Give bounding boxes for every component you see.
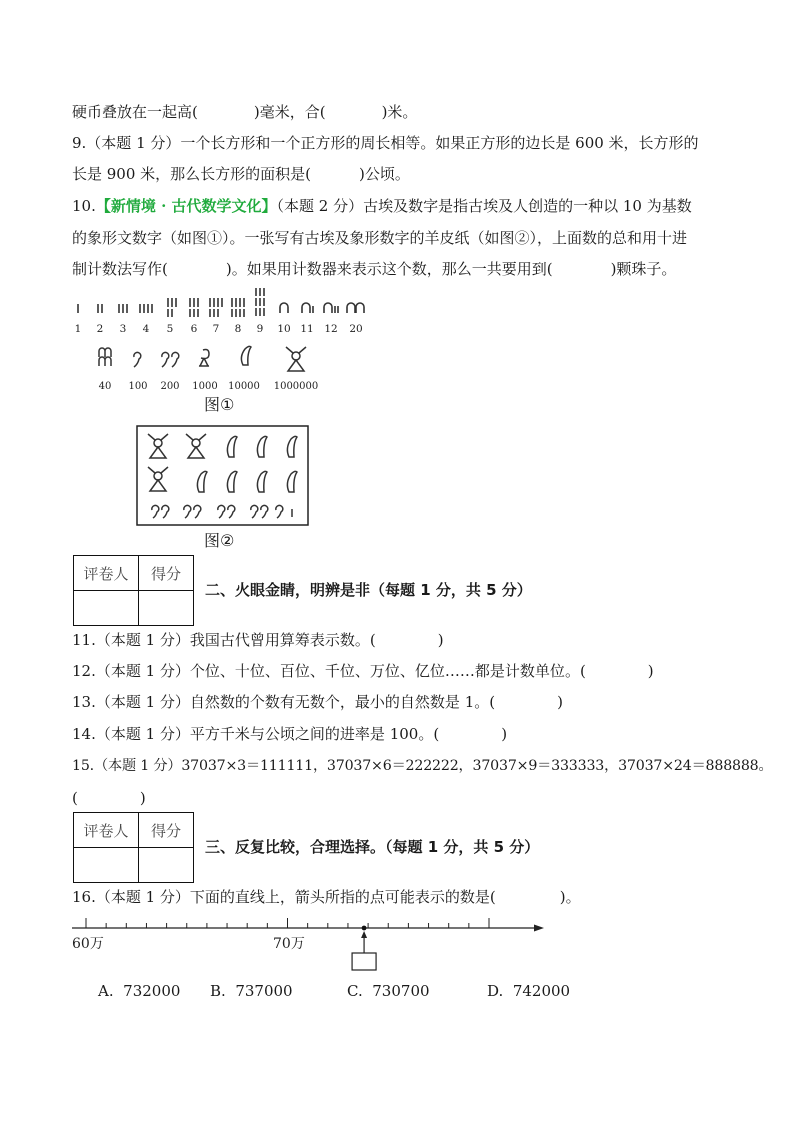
numeral-labels-row2 <box>99 381 319 392</box>
q9-text-b: )公顷。 <box>359 165 410 183</box>
grader-score-table <box>73 555 194 626</box>
q8-text-c: )米。 <box>381 103 418 121</box>
option-letter: D. <box>487 982 504 1000</box>
marked-point <box>362 926 367 931</box>
q12-text: 12.（本题 1 分）个位、十位、百位、千位、万位、亿位……都是计数单位。( <box>72 662 586 680</box>
q10-tag: 【新情境 · 古代数学文化】 <box>95 197 277 215</box>
option-letter: C. <box>347 982 363 1000</box>
numeral-label: 1 <box>74 323 82 335</box>
symbol-ten-thousand <box>227 471 237 492</box>
symbol-ten-thousand <box>287 471 297 492</box>
numeral-label: 4 <box>142 323 150 335</box>
numeral-label: 8 <box>234 323 242 335</box>
symbol-hundred <box>276 505 283 518</box>
q11-close: ) <box>437 631 444 649</box>
numeral-label: 12 <box>324 323 338 335</box>
section-2-title: 二、火眼金睛，明辨是非（每题 1 分，共 5 分） <box>205 581 532 599</box>
option-value: 732000 <box>123 982 181 1000</box>
option-d[interactable] <box>487 982 570 1000</box>
q10-line2: 的象形文数字（如图①）。一张写有古埃及象形数字的羊皮纸（如图②），上面数的总和用十进 <box>72 229 688 247</box>
arrowhead-icon <box>534 925 544 932</box>
figure-1-caption: 图① <box>204 395 235 414</box>
symbol-ten-thousand <box>287 436 297 457</box>
q9-text-a: 长是 900 米，那么长方形的面积是( <box>72 165 312 183</box>
q13-close: ) <box>557 693 563 711</box>
q14-close: ) <box>501 725 508 743</box>
pointer-arrow-icon <box>361 931 367 938</box>
option-letter: B. <box>210 982 226 1000</box>
grader-cell[interactable] <box>74 848 139 883</box>
q16-text-a: 16.（本题 1 分）下面的直线上，箭头所指的点可能表示的数是( <box>72 888 496 906</box>
q10-text-a: 制计数法写作( <box>72 260 168 278</box>
label-70wan: 70万 <box>273 936 305 952</box>
numeral-label: 1000000 <box>273 381 319 392</box>
figure-2-caption: 图② <box>204 531 235 550</box>
q14-text: 14.（本题 1 分）平方千米与公顷之间的进率是 100。( <box>72 725 440 743</box>
grader-header: 评卷人 <box>74 556 139 591</box>
numeral-label: 20 <box>349 323 363 335</box>
numeral-label: 10 <box>277 323 291 335</box>
q15-answer <box>72 788 146 808</box>
q8-text-b: )毫米，合( <box>253 103 326 121</box>
q16 <box>72 887 581 907</box>
numeral-label: 11 <box>300 323 314 335</box>
q8-tail <box>72 102 417 122</box>
option-value: 730700 <box>372 982 430 1000</box>
numeral-label: 5 <box>166 323 174 335</box>
numeral-label: 10000 <box>228 381 260 392</box>
grader-header: 评卷人 <box>74 813 139 848</box>
numeral-symbols-row1 <box>78 288 364 317</box>
symbol-hundred-pair <box>152 505 169 518</box>
q8-text-a: 硬币叠放在一起高( <box>72 103 198 121</box>
numeral-label: 2 <box>96 323 104 335</box>
numeral-label: 7 <box>212 323 220 335</box>
q10-text-c: )颗珠子。 <box>610 260 677 278</box>
q15: 15.（本题 1 分）37037×3＝111111，37037×6＝222222，37037×9＝333333，37037×24＝888888。 <box>72 758 773 774</box>
option-value: 742000 <box>512 982 571 1000</box>
q11 <box>72 630 444 650</box>
symbol-ten-thousand <box>227 436 237 457</box>
symbol-ten-thousand <box>197 471 207 492</box>
option-c[interactable] <box>347 982 430 1000</box>
answer-box <box>352 953 376 970</box>
grader-cell[interactable] <box>74 591 139 626</box>
option-value: 737000 <box>235 982 293 1000</box>
numeral-label: 100 <box>128 381 148 392</box>
symbol-million <box>148 467 168 491</box>
q10-text-b: )。如果用计数器来表示这个数，那么一共要用到( <box>225 260 553 278</box>
numeral-label: 6 <box>190 323 198 335</box>
q12 <box>72 661 654 681</box>
score-cell[interactable] <box>139 591 194 626</box>
numeral-labels-row1 <box>75 323 363 335</box>
q10-line3 <box>72 259 676 279</box>
numeral-label: 1000 <box>192 381 218 392</box>
option-a[interactable] <box>98 982 180 1000</box>
numeral-label: 200 <box>160 381 180 392</box>
numeral-label: 9 <box>256 323 264 335</box>
q10-number: 10. <box>72 197 96 215</box>
grader-score-table <box>73 812 194 883</box>
numeral-label: 3 <box>119 323 127 335</box>
number-line <box>70 910 550 972</box>
section-3-title: 三、反复比较，合理选择。（每题 1 分，共 5 分） <box>205 838 540 856</box>
q9-line2 <box>72 164 410 184</box>
q15-close: ) <box>139 789 146 807</box>
q10-text: （本题 2 分）古埃及数字是指古埃及人创造的一种以 10 为基数 <box>276 197 692 215</box>
option-letter: A. <box>98 982 114 1000</box>
numeral-symbols-row2 <box>99 346 306 371</box>
symbol-hundred-pair <box>184 505 201 518</box>
label-60wan: 60万 <box>72 936 104 952</box>
symbol-hundred-pair <box>251 505 268 518</box>
score-header: 得分 <box>139 813 194 848</box>
numeral-label: 40 <box>98 381 112 392</box>
score-header: 得分 <box>139 556 194 591</box>
q16-text-b: )。 <box>559 888 581 906</box>
q12-close: ) <box>647 662 654 680</box>
figure-2-papyrus <box>136 425 311 527</box>
q11-text: 11.（本题 1 分）我国古代曾用算筹表示数。( <box>72 631 376 649</box>
symbol-ten-thousand <box>257 436 267 457</box>
symbol-million <box>186 434 206 458</box>
symbol-hundred-pair <box>218 505 235 518</box>
q13-text: 13.（本题 1 分）自然数的个数有无数个，最小的自然数是 1。( <box>72 693 496 711</box>
q10-line1 <box>72 196 692 216</box>
score-cell[interactable] <box>139 848 194 883</box>
q13 <box>72 692 563 712</box>
symbol-million <box>148 434 168 458</box>
symbol-ten-thousand <box>257 471 267 492</box>
option-b[interactable] <box>210 982 293 1000</box>
q14 <box>72 724 507 744</box>
q9-line1: 9.（本题 1 分）一个长方形和一个正方形的周长相等。如果正方形的边长是 600 米，长方形的 <box>72 134 699 152</box>
q15-open: ( <box>72 789 78 807</box>
